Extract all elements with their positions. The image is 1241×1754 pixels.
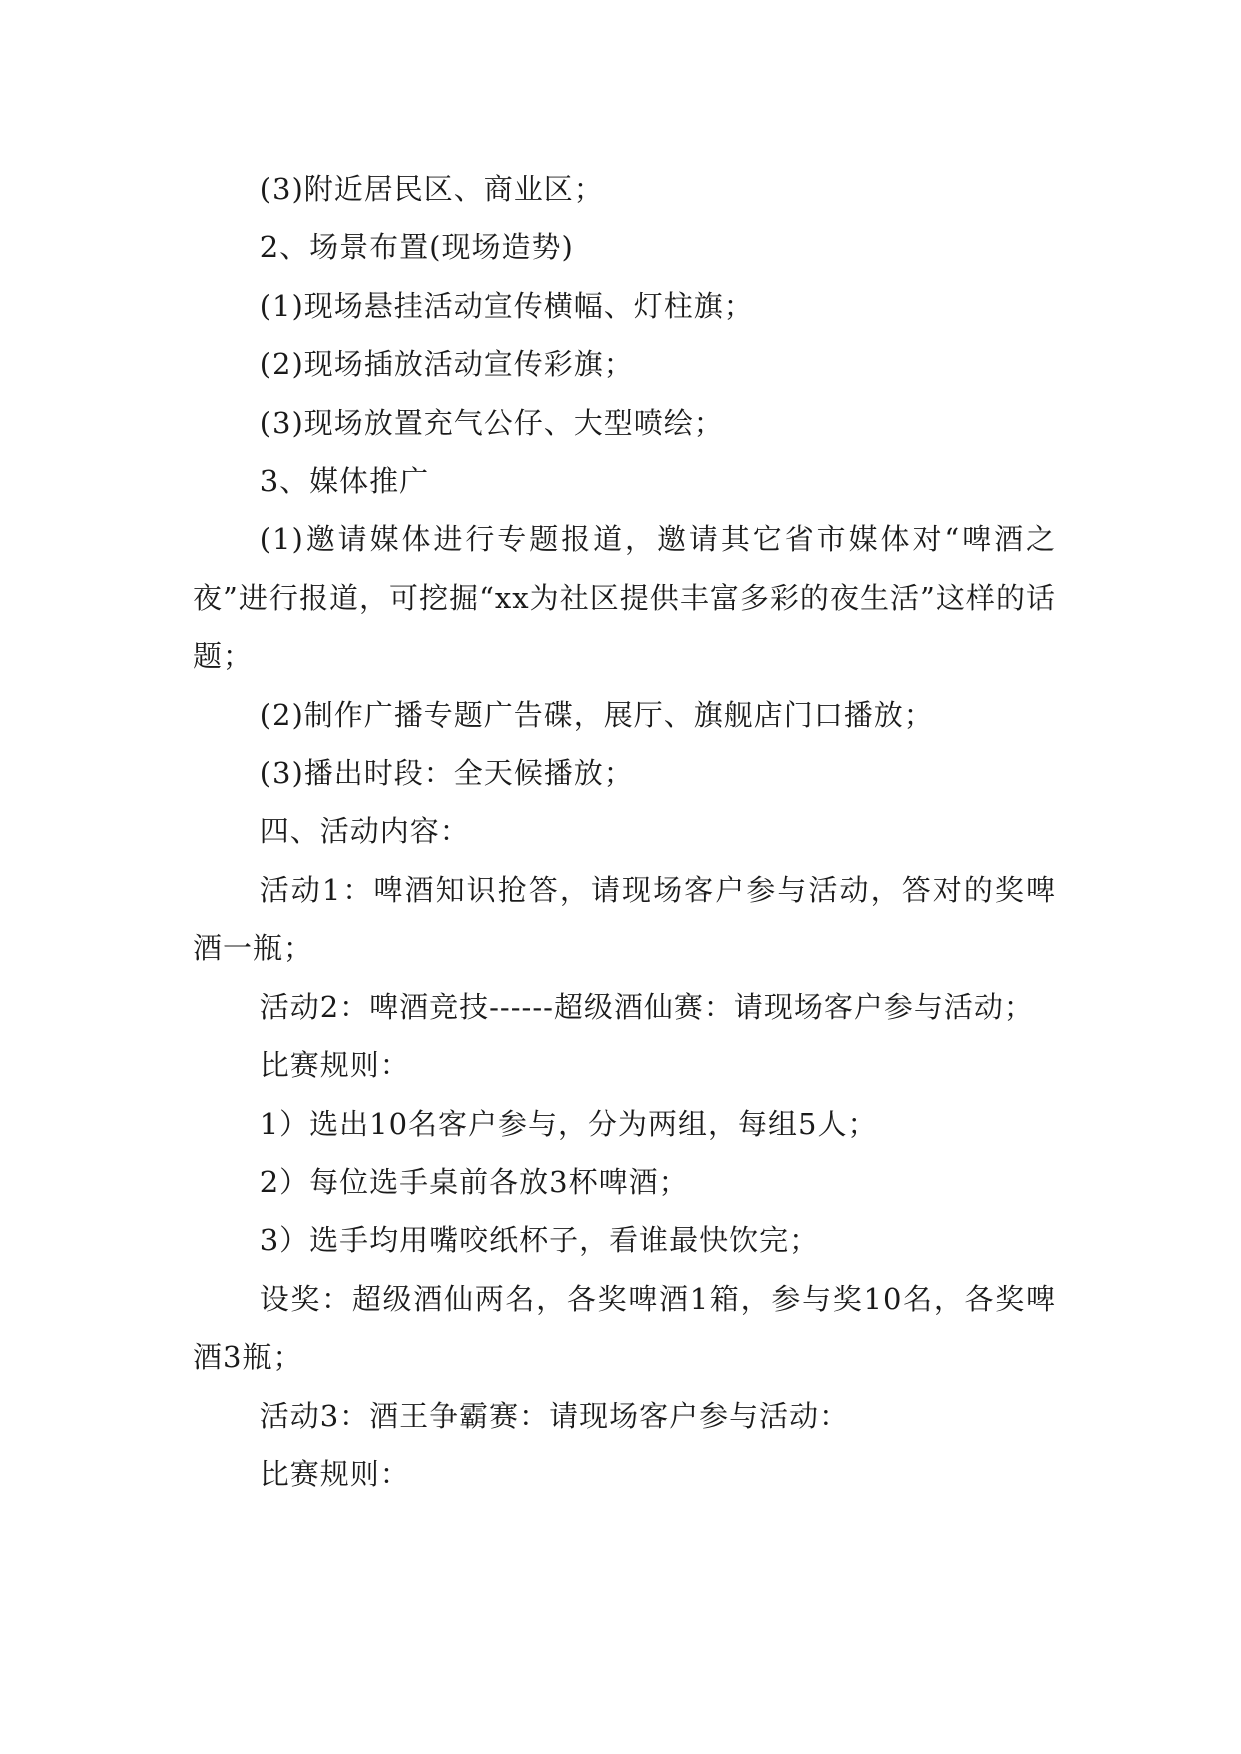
subheading: 比赛规则： — [259, 1456, 410, 1491]
paragraph: (3)播出时段：全天候播放； — [259, 756, 634, 791]
paragraph: 活动1：啤酒知识抢答，请现场客户参与活动，答对的奖啤酒一瓶； — [193, 872, 1056, 966]
section-heading: 3、媒体推广 — [259, 464, 430, 499]
paragraph: (1)邀请媒体进行专题报道，邀请其它省市媒体对“啤酒之夜”进行报道，可挖掘“xx为社区提供丰富多彩的夜生活”这样的话题； — [193, 522, 1056, 674]
paragraph: 活动2：啤酒竞技------超级酒仙赛：请现场客户参与活动； — [259, 989, 1034, 1024]
document-body — [193, 160, 1056, 1503]
section-heading: 2、场景布置(现场造势) — [259, 230, 574, 265]
paragraph: (2)现场插放活动宣传彩旗； — [259, 347, 634, 382]
paragraph: 活动3：酒王争霸赛：请现场客户参与活动： — [259, 1398, 850, 1433]
paragraph: 设奖：超级酒仙两名，各奖啤酒1箱，参与奖10名，各奖啤酒3瓶； — [193, 1281, 1056, 1375]
list-item: 1）选出10名客户参与，分为两组，每组5人； — [259, 1106, 878, 1141]
section-heading: 四、活动内容： — [259, 814, 470, 849]
paragraph: (3)现场放置充气公仔、大型喷绘； — [259, 405, 724, 440]
paragraph: (2)制作广播专题广告碟，展厅、旗舰店门口播放； — [259, 697, 934, 732]
paragraph: (1)现场悬挂活动宣传横幅、灯柱旗； — [259, 288, 754, 323]
paragraph: (3)附近居民区、商业区； — [259, 172, 604, 206]
list-item: 2）每位选手桌前各放3杯啤酒； — [259, 1164, 689, 1199]
subheading: 比赛规则： — [259, 1048, 410, 1083]
list-item: 3）选手均用嘴咬纸杯子，看谁最快饮完； — [259, 1223, 820, 1258]
